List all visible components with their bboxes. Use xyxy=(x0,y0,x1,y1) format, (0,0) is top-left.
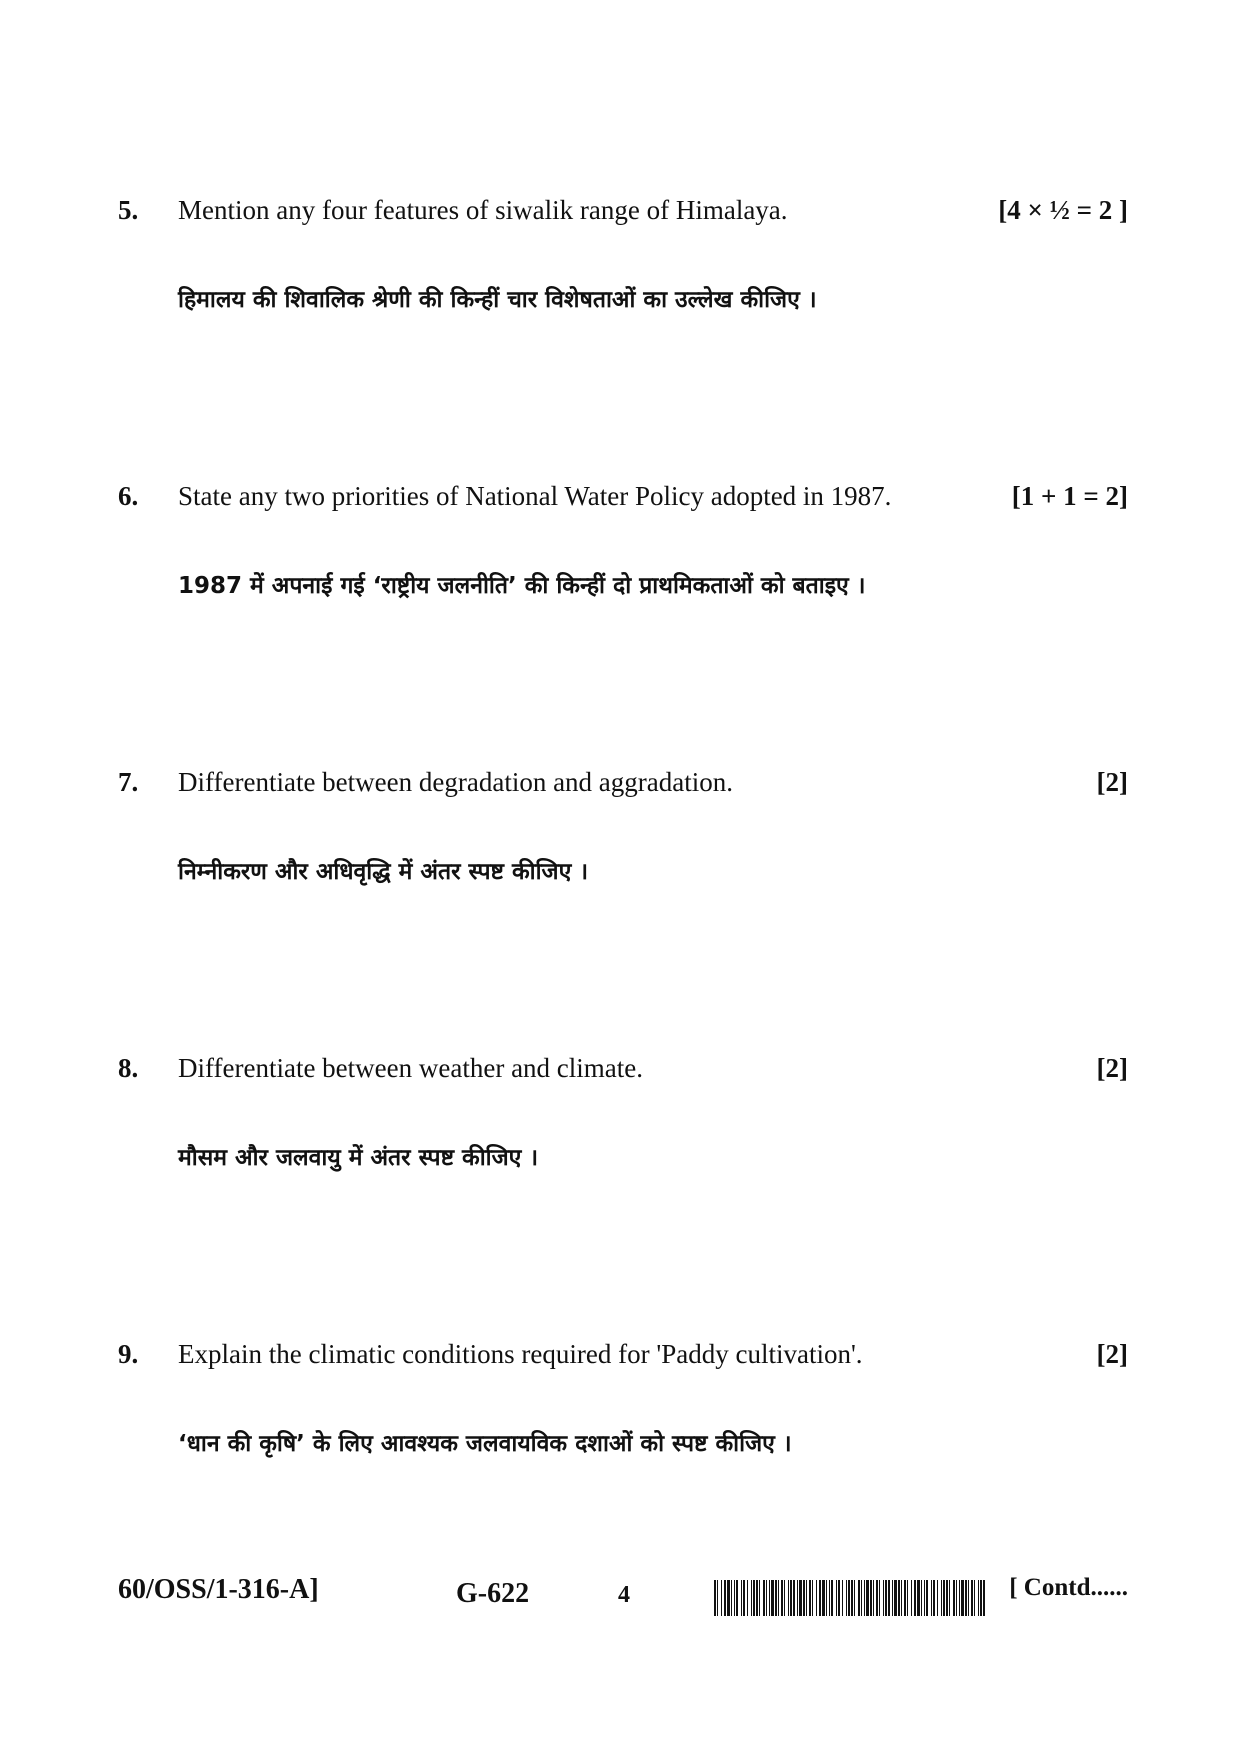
question-marks: [2] xyxy=(1096,767,1128,797)
question-5 xyxy=(118,190,1128,313)
question-number: 7. xyxy=(118,767,139,797)
question-marks: [1 + 1 = 2] xyxy=(1011,481,1128,511)
question-text-english: Mention any four features of siwalik range of Himalaya. xyxy=(178,195,788,225)
question-text-hindi: हिमालय की शिवालिक श्रेणी की किन्हीं चार विशेषताओं का उल्लेख कीजिए । xyxy=(178,287,817,313)
question-number: 9. xyxy=(118,1339,139,1369)
series-code: G-622 xyxy=(456,1578,530,1609)
question-text-hindi: मौसम और जलवायु में अंतर स्पष्ट कीजिए । xyxy=(178,1145,539,1171)
question-marks: [4 × ½ = 2 ] xyxy=(998,195,1128,225)
question-number: 6. xyxy=(118,481,139,511)
question-text-english: Explain the climatic conditions required for 'Paddy cultivation'. xyxy=(178,1339,863,1369)
paper-code: 60/OSS/1-316-A] xyxy=(118,1574,319,1605)
question-marks: [2] xyxy=(1096,1339,1128,1369)
question-text-hindi: 1987 में अपनाई गई ‘राष्ट्रीय जलनीति’ की किन्हीं दो प्राथमिकताओं को बताइए । xyxy=(178,573,866,599)
question-text-hindi: ‘धान की कृषि’ के लिए आवश्यक जलवायविक दशाओं को स्पष्ट कीजिए । xyxy=(178,1431,792,1457)
question-marks: [2] xyxy=(1096,1053,1128,1083)
question-number: 5. xyxy=(118,195,139,225)
question-text-hindi: निम्नीकरण और अधिवृद्धि में अंतर स्पष्ट कीजिए । xyxy=(178,859,589,885)
question-9 xyxy=(118,1334,1128,1457)
question-text-english: Differentiate between degradation and aggradation. xyxy=(178,767,734,797)
question-7 xyxy=(118,762,1128,885)
question-6 xyxy=(118,476,1128,599)
question-number: 8. xyxy=(118,1053,139,1083)
question-text-english: State any two priorities of National Water Policy adopted in 1987. xyxy=(178,481,892,511)
contd-label: [ Contd...... xyxy=(1009,1574,1128,1601)
page-footer xyxy=(118,1568,1128,1618)
question-8 xyxy=(118,1048,1128,1171)
barcode-icon xyxy=(714,1580,986,1616)
question-text-english: Differentiate between weather and climate. xyxy=(178,1053,644,1083)
page-number: 4 xyxy=(618,1582,630,1608)
